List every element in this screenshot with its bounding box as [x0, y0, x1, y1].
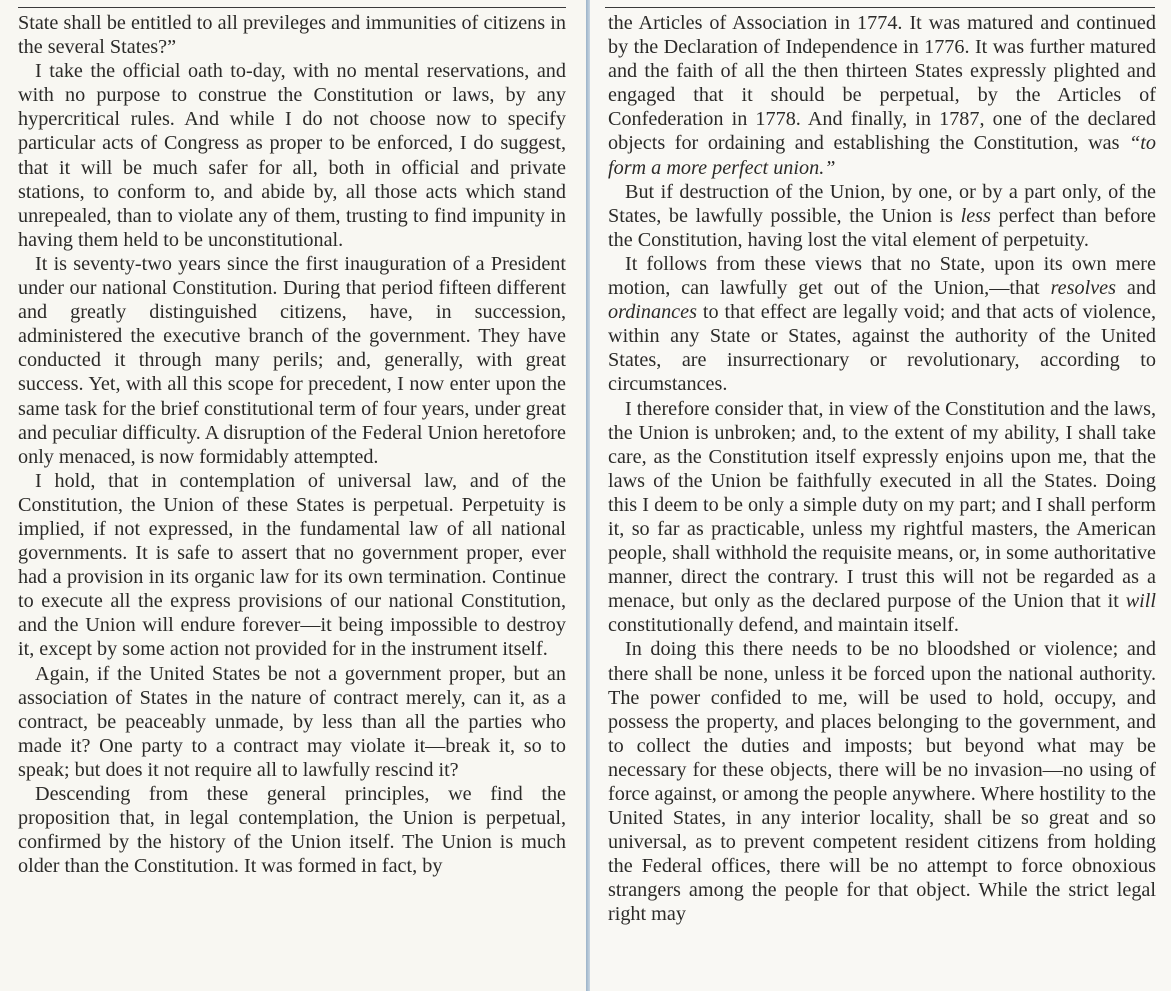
paragraph: I take the official oath to-day, with no mental reservations, and with no purpose to construe the Constitution or laws, by any hypercritical rules. And while I do not choose now to specify particular acts of Congress as proper to be enforced, I do suggest, that it will be much safer for all, both in official and private stations, to conform to, and abide by, all those acts which stand unrepealed, than to violate any of them, trusting to find impunity in having them held to be unconstitutional. [18, 60, 566, 251]
paragraph: In doing this there needs to be no bloodshed or violence; and there shall be none, unless it be forced upon the national authority. The power confided to me, will be used to hold, occupy, and possess the property, and places belonging to the government, and to collect the duties and imposts; but beyond what may be necessary for these objects, there will be no invasion—no using of force against, or among the people anywhere. Where hostility to the United States, in any interior locality, shall be so great and so universal, as to prevent competent resident citizens from holding the Federal offices, there will be no attempt to force obnoxious strangers among the people for that object. While the strict legal right may [608, 638, 1156, 926]
paragraph: Descending from these general principles, we find the proposition that, in legal contemplation, the Union is perpetual, confirmed by the history of the Union itself. The Union is much older than the Constitution. It was formed in fact, by [18, 783, 566, 878]
emphasis: ordinances [608, 301, 697, 324]
paragraph: Again, if the United States be not a government proper, but an association of States in the nature of contract merely, can it, as a contract, be peaceably unmade, by less than all the parties who made it? One party to a contract may violate it—break it, so to speak; but does it not require all to lawfully rescind it? [18, 662, 566, 781]
text-run: and [1115, 277, 1157, 300]
paragraph: State shall be entitled to all previleges and immunities of citizens in the several States?” [18, 12, 566, 59]
text-run: perfect than before the Constitution, having lost the vital element of perpetuity. [608, 204, 1156, 251]
paragraph: It is seventy-two years since the first inauguration of a President under our national Constitution. During that period fifteen different and greatly distinguished citizens, have, in succession, administered the executive branch of the government. They have conducted it through many perils; and, generally, with great success. Yet, with all this scope for precedent, I now enter upon the same task for the brief constitutional term of four years, under great and peculiar difficulty. A disruption of the Federal Union heretofore only menaced, is now formidably attempted. [18, 252, 566, 468]
right-column [608, 11, 1156, 927]
text-run: to that effect are legally void; and that acts of violence, within any State or States, against the authority of the United States, are insurrectionary or revolutionary, according to circumstances. [608, 301, 1156, 396]
paragraph [608, 397, 1156, 638]
text-run: I therefore consider that, in view of the Constitution and the laws, the Union is unbroken; and, to the extent of my ability, I shall take care, as the Constitution itself expressly enjoins upon me, that the laws of the Union be faithfully executed in all the States. Doing this I deem to be only a simple duty on my part; and I shall perform it, so far as practicable, unless my rightful masters, the American people, shall withhold the requisite means, or, in some authoritative manner, direct the contrary. I trust this will not be regarded as a menace, but only as the declared purpose of the Union that it [608, 397, 1156, 613]
paragraph [608, 180, 1156, 252]
text-run: But if destruction of the Union, by one, or by a part only, of the States, be lawfully possible, the Union is [608, 180, 1156, 227]
top-rule [18, 7, 566, 8]
emphasis: resolves [1050, 277, 1116, 300]
top-rule [605, 7, 1155, 8]
quoted-phrase: “to form a more perfect union.” [608, 132, 1156, 179]
text-run: the Articles of Association in 1774. It was matured and continued by the Declaration of Independence in 1776. It was further matured and the faith of all the then thirteen States expressly plighted and engaged that it should be perpetual, by the Articles of Confederation in 1778. And finally, in 1787, one of the declared objects for ordaining and establishing the Constitution, was [608, 12, 1156, 155]
left-column [18, 11, 566, 878]
paragraph [608, 252, 1156, 397]
emphasis: will [1125, 590, 1156, 613]
text-run: constitutionally defend, and maintain itself. [608, 614, 959, 637]
paragraph [608, 11, 1156, 180]
text-run: It follows from these views that no State, upon its own mere motion, can lawfully get out of the Union,—that [608, 252, 1156, 300]
paragraph: I hold, that in contemplation of universal law, and of the Constitution, the Union of these States is perpetual. Perpetuity is implied, if not expressed, in the fundamental law of all national governments. It is safe to assert that no government proper, ever had a provision in its organic law for its own termination. Continue to execute all the express provisions of our national Constitution, and the Union will endure forever—it being impossible to destroy it, except by some action not provided for in the instrument itself. [18, 469, 566, 661]
right-page [590, 0, 1171, 991]
emphasis: less [960, 204, 991, 227]
